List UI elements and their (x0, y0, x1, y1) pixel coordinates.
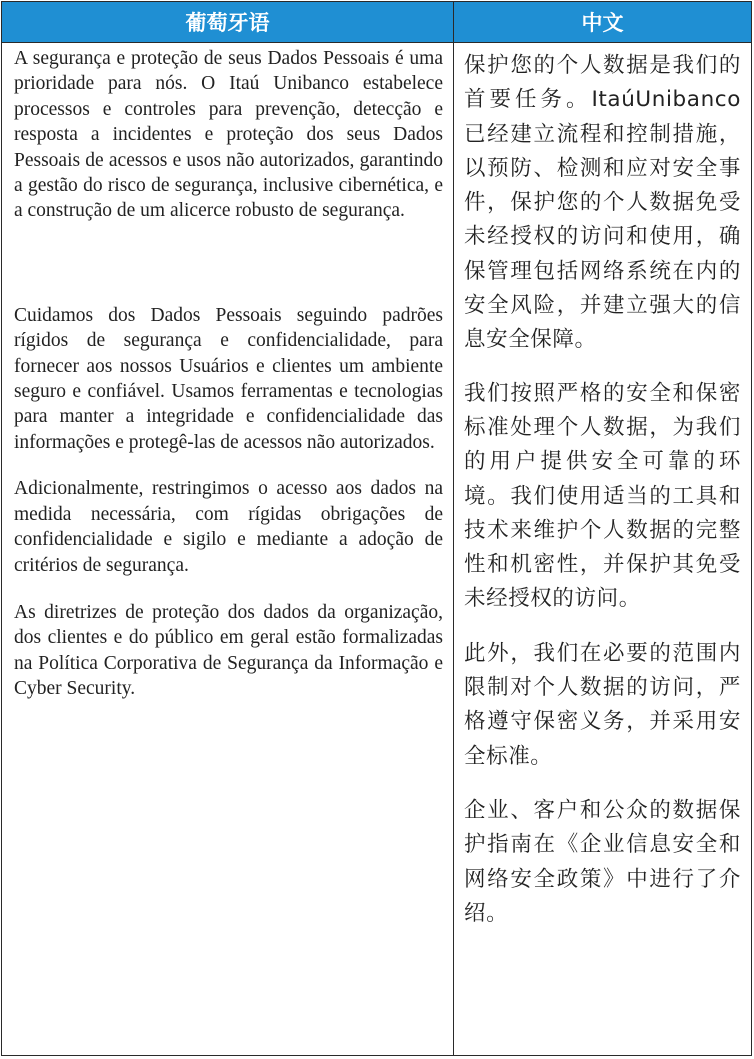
portuguese-cell (2, 43, 454, 1055)
table-header-row (2, 2, 751, 42)
translation-table (1, 1, 752, 1056)
portuguese-paragraph-2: Cuidamos dos Dados Pessoais seguindo padrões rígidos de segurança e confidencialidade, para fornecer aos nossos Usuários e clientes um ambiente seguro e confiável. Usamos ferramentas e tecnologias para manter a integridade e confidencialidade das informações e protegê-las de acessos não autorizados. (14, 304, 443, 453)
portuguese-paragraph-4: As diretrizes de proteção dos dados da organização, dos clientes e do público em geral estão formalizadas na Política Corporativa de Segurança da Informação e Cyber Security. (14, 601, 443, 700)
table-body-row (2, 42, 751, 1055)
chinese-paragraph-4: 企业、客户和公众的数据保护指南在《企业信息安全和网络安全政策》中进行了介绍。 (464, 797, 741, 926)
portuguese-paragraph-1: A segurança e proteção de seus Dados Pessoais é uma prioridade para nós. O Itaú Unibanco estabelece processos e controles para prevenção, detecção e resposta a incidentes e proteção dos seus Dados Pessoais de acessos e usos não autorizados, garantindo a gestão do risco de segurança, inclusive cibernética, e a construção de um alicerce robusto de segurança. (14, 48, 443, 222)
chinese-paragraph-1: 保护您的个人数据是我们的首要任务。ItaúUnibanco 已经建立流程和控制措施，以预防、检测和应对安全事件，保护您的个人数据免受未经授权的访问和使用，确保管理包括网络系统在内的安全风险，并建立强大的信息安全保障。 (464, 53, 741, 353)
chinese-paragraph-3: 此外，我们在必要的范围内限制对个人数据的访问，严格遵守保密义务，并采用安全标准。 (464, 640, 741, 769)
header-portuguese: 葡萄牙语 (2, 2, 454, 42)
chinese-cell (454, 43, 751, 1055)
portuguese-paragraph-3: Adicionalmente, restringimos o acesso aos dados na medida necessária, com rígidas obrigações de confidencialidade e sigilo e mediante a adoção de critérios de segurança. (14, 478, 443, 576)
header-chinese: 中文 (454, 2, 751, 42)
chinese-paragraph-2: 我们按照严格的安全和保密标准处理个人数据，为我们的用户提供安全可靠的环境。我们使用适当的工具和技术来维护个人数据的完整性和机密性，并保护其免受未经授权的访问。 (464, 380, 741, 612)
